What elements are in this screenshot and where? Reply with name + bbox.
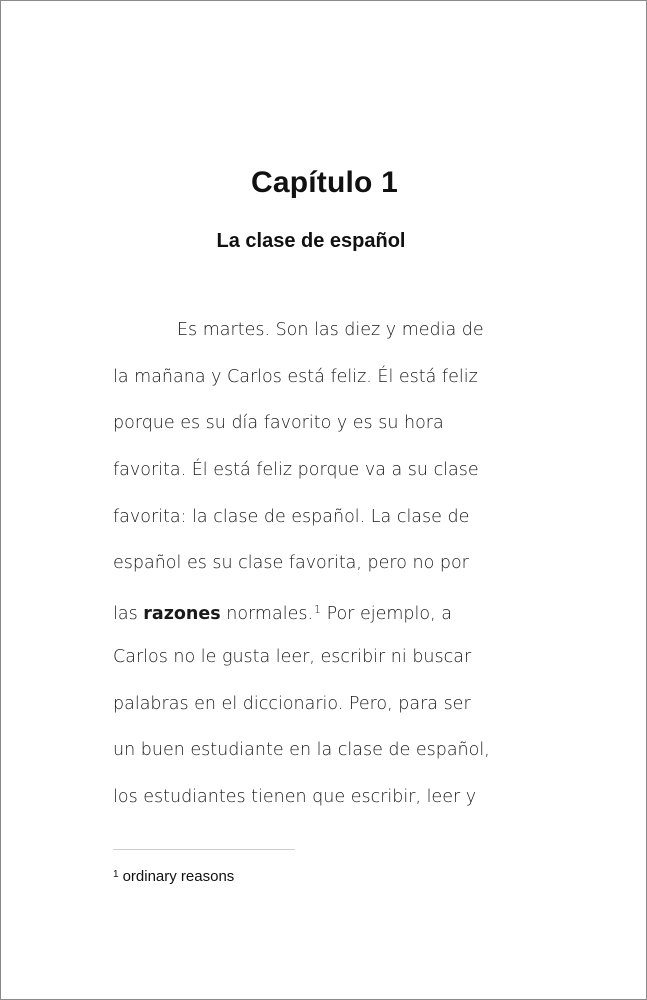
body-line: español es su clase favorita, pero no por (113, 553, 469, 574)
body-line: favorita: la clase de español. La clase de (113, 506, 470, 527)
body-line-text: las (113, 604, 144, 625)
body-line-text: Por ejemplo, a (321, 604, 452, 625)
body-line: la mañana y Carlos está feliz. Él está feliz (113, 366, 478, 387)
footnote-reference: 1 (314, 603, 322, 617)
footnote-divider (113, 849, 295, 850)
body-line: Carlos no le gusta leer, escribir ni buscar (113, 646, 472, 667)
glossed-word: razones (143, 604, 221, 625)
body-line: Es martes. Son las diez y media de (177, 320, 484, 340)
chapter-title: Capítulo 1 (250, 166, 398, 199)
footnote (113, 865, 234, 887)
body-line: favorita. Él está feliz porque va a su clase (113, 460, 479, 481)
body-line: los estudiantes tienen que escribir, leer y (113, 786, 477, 807)
body-line-text: normales. (220, 604, 314, 625)
body-line: un buen estudiante en la clase de español, (113, 740, 490, 761)
body-line: palabras en el diccionario. Pero, para ser (113, 693, 471, 714)
footnote-text: ordinary reasons (122, 868, 235, 885)
body-text (113, 307, 533, 821)
footnote-number: 1 (113, 869, 119, 880)
chapter-subtitle: La clase de español (216, 230, 406, 252)
body-line (113, 587, 533, 634)
body-line: porque es su día favorito y es su hora (113, 413, 444, 434)
